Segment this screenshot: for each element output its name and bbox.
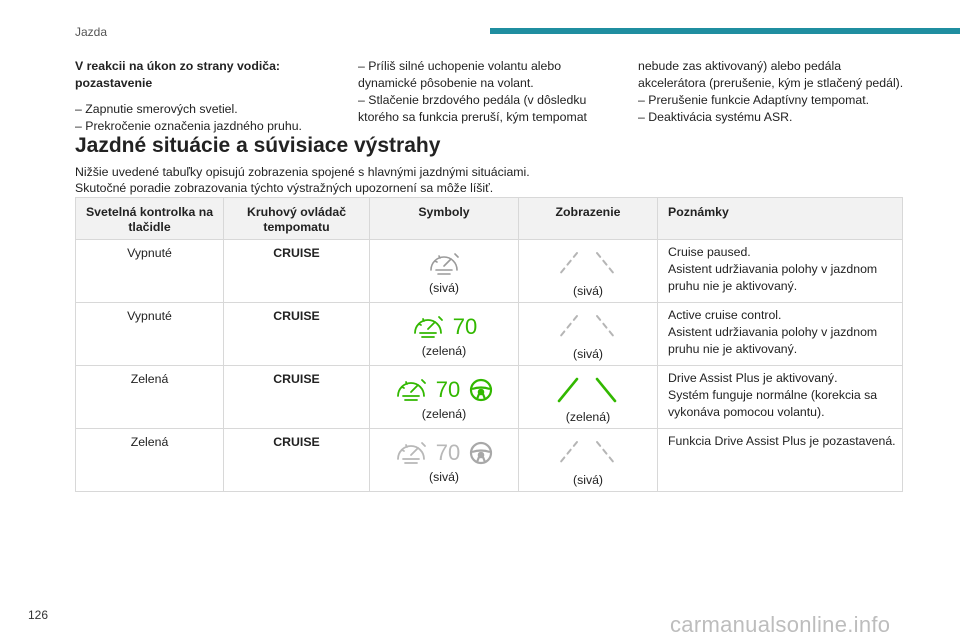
speed-value: 70 [435,377,461,402]
symbol-caption: (zelená) [421,344,467,358]
symbol-group [370,303,518,344]
light-status: Zelená [130,372,169,386]
text-line: – Prerušenie funkcie Adaptívny tempomat. [638,93,870,107]
table-row [76,240,903,303]
symbol-caption: (zelená) [421,407,467,421]
note-line: Funkcia Drive Assist Plus je pozastavená. [668,434,896,448]
note-line: Asistent udržiavania polohy v jazdnom pruhu nie je aktivovaný. [668,325,878,356]
table-header-row [76,198,903,240]
section-label: Jazda [75,25,108,39]
speed-value: 70 [452,314,478,339]
speedometer-icon [411,313,445,341]
pause-heading: V reakcii na úkon zo strany vodiča: pozastavenie [75,59,281,90]
note-line: Active cruise control. [668,308,782,322]
table-row [76,429,903,492]
control-status: CRUISE [273,435,320,449]
light-status: Vypnuté [127,309,172,323]
note-line: Cruise paused. [668,245,751,259]
watermark: carmanualsonline.info [670,612,891,637]
text-column-3 [638,58,928,126]
table-row [76,366,903,429]
text-line: dynamické pôsobenie na volant. [358,76,534,90]
intro-text [75,165,530,196]
header-notes: Poznámky [658,198,903,240]
symbol-group [370,366,518,407]
lane-lines-icon [555,250,619,278]
control-status: CRUISE [273,309,320,323]
text-line: – Deaktivácia systému ASR. [638,110,793,124]
symbol-caption: (sivá) [428,281,460,295]
lane-lines-icon [555,439,619,467]
display-caption: (zelená) [565,410,611,424]
header-symbols: Symboly [370,198,519,240]
text-line: – Prekročenie označenia jazdného pruhu. [75,119,302,133]
display-caption: (sivá) [572,347,604,361]
speedometer-icon [427,250,461,278]
speed-value: 70 [435,440,461,465]
table-row [76,303,903,366]
page-number: 126 [28,608,49,622]
text-line: – Zapnutie smerových svetiel. [75,102,238,116]
header-display: Zobrazenie [519,198,658,240]
speedometer-icon [394,439,428,467]
intro-line: Skutočné poradie zobrazovania týchto výstražných upozornení sa môže líšiť. [75,180,494,195]
intro-line: Nižšie uvedené tabuľky opisujú zobrazenia spojené s hlavnými jazdnými situáciami. [75,165,530,179]
note-line: Asistent udržiavania polohy v jazdnom pruhu nie je aktivovaný. [668,262,878,293]
situations-table [75,197,903,492]
note-line: Drive Assist Plus je aktivovaný. [668,371,838,385]
display-caption: (sivá) [572,284,604,298]
control-status: CRUISE [273,372,320,386]
symbol-group [370,429,518,470]
text-line: ktorého sa funkcia preruší, kým tempomat [358,110,587,124]
light-status: Vypnuté [127,246,172,260]
symbol-group [370,240,518,281]
text-line: – Príliš silné uchopenie volantu alebo [358,59,562,73]
text-column-1 [75,58,325,135]
display-caption: (sivá) [572,473,604,487]
text-line: – Stlačenie brzdového pedála (v dôsledku [358,93,587,107]
control-status: CRUISE [273,246,320,260]
section-title: Jazdné situácie a súvisiace výstrahy [75,134,441,157]
text-column-2 [358,58,613,126]
header-light: Svetelná kontrolka na tlačidle [76,198,224,240]
header-control: Kruhový ovládač tempomatu [224,198,370,240]
lane-lines-icon [555,313,619,341]
text-line: nebude zas aktivovaný) alebo pedála [638,59,842,73]
speedometer-icon [394,376,428,404]
lane-lines-icon [555,376,619,404]
light-status: Zelená [130,435,169,449]
steering-wheel-icon [468,377,494,403]
steering-wheel-icon [468,440,494,466]
text-line: akcelerátora (prerušenie, kým je stlačený pedál). [638,76,904,90]
header-accent-bar [490,28,960,34]
note-line: Systém funguje normálne (korekcia sa vykonáva pomocou volantu). [668,388,878,419]
symbol-caption: (sivá) [428,470,460,484]
